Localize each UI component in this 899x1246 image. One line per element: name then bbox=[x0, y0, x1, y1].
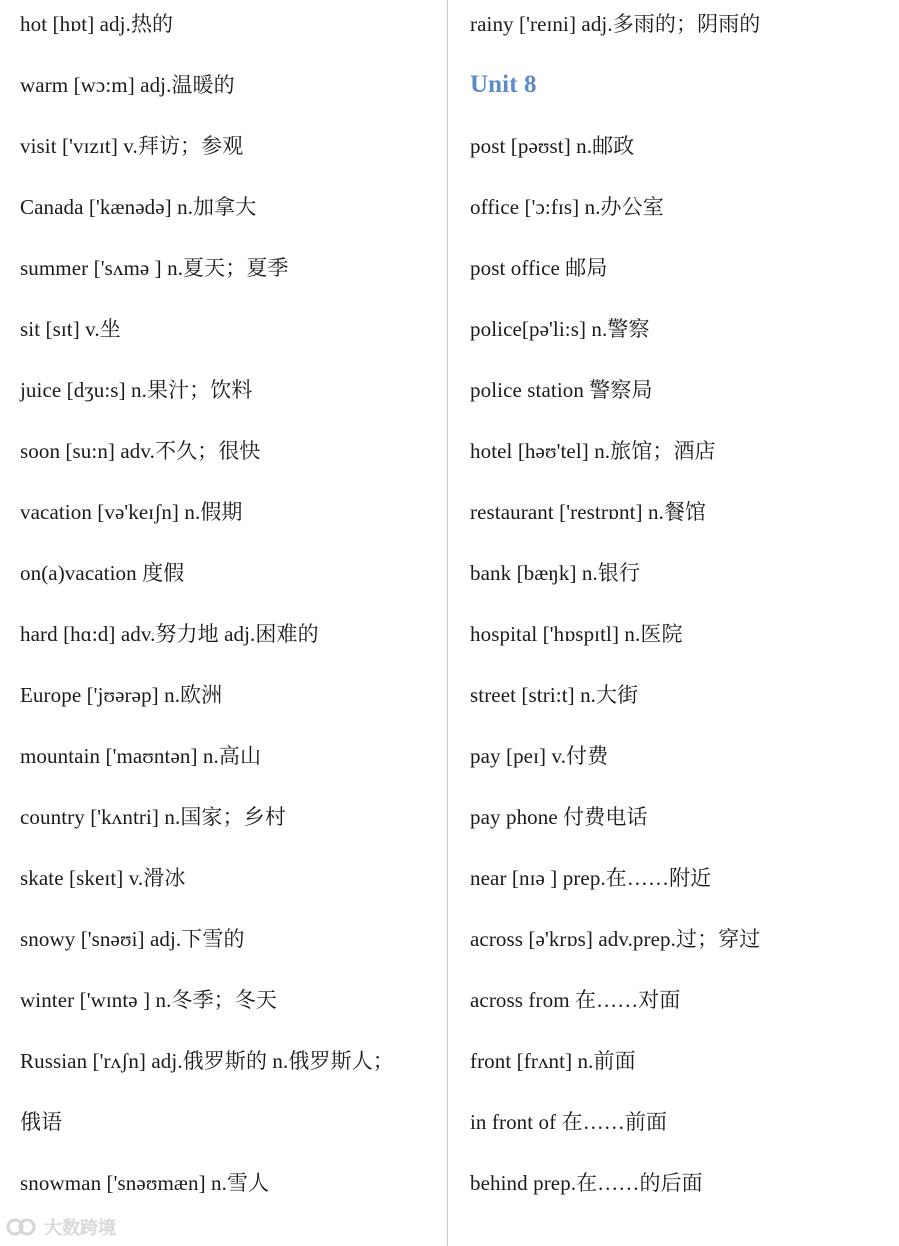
watermark bbox=[6, 1212, 116, 1242]
vocab-entry: snowy ['snəʊi] adj.下雪的 bbox=[20, 927, 245, 951]
vocab-entry: mountain ['maʊntən] n.高山 bbox=[20, 744, 262, 768]
vocab-entry: front [frʌnt] n.前面 bbox=[470, 1049, 636, 1073]
vocab-entry: street [stri:t] n.大街 bbox=[470, 683, 639, 707]
vocab-entry: juice [dʒu:s] n.果汁；饮料 bbox=[20, 378, 253, 402]
vocab-entry: hotel [həʊ'tel] n.旅馆；酒店 bbox=[470, 439, 716, 463]
vocab-entry: warm [wɔ:m] adj.温暖的 bbox=[20, 73, 235, 97]
vocab-entry: sit [sɪt] v.坐 bbox=[20, 317, 121, 341]
vocab-entry: rainy ['reɪni] adj.多雨的；阴雨的 bbox=[470, 12, 761, 36]
watermark-text: 大数跨境 bbox=[44, 1218, 116, 1239]
vocab-entry: hot [hɒt] adj.热的 bbox=[20, 12, 174, 36]
vocab-entry: in front of 在……前面 bbox=[470, 1110, 668, 1134]
vocab-entry: on(a)vacation 度假 bbox=[20, 561, 185, 585]
unit-heading: Unit 8 bbox=[470, 71, 537, 98]
vocab-entry: office ['ɔ:fɪs] n.办公室 bbox=[470, 195, 664, 219]
vocab-entry: summer ['sʌmə ] n.夏天；夏季 bbox=[20, 256, 289, 280]
vocab-entry: restaurant ['restrɒnt] n.餐馆 bbox=[470, 500, 707, 524]
vocab-entry: Canada ['kænədə] n.加拿大 bbox=[20, 195, 257, 219]
vocab-entry: behind prep.在……的后面 bbox=[470, 1171, 703, 1195]
left-vocabulary-column bbox=[20, 0, 440, 1220]
vocab-entry: pay [peɪ] v.付费 bbox=[470, 744, 609, 768]
vocab-entry: soon [su:n] adv.不久；很快 bbox=[20, 439, 261, 463]
vocab-entry: hard [hɑ:d] adv.努力地 adj.困难的 bbox=[20, 622, 319, 646]
vocab-entry: across from 在……对面 bbox=[470, 988, 681, 1012]
vocab-entry: bank [bæŋk] n.银行 bbox=[470, 561, 641, 585]
column-divider bbox=[447, 0, 448, 1246]
vocab-entry-continuation: 俄语 bbox=[20, 1110, 63, 1134]
vocab-entry: Russian ['rʌʃn] adj.俄罗斯的 n.俄罗斯人； bbox=[20, 1049, 394, 1073]
vocab-entry: country ['kʌntri] n.国家；乡村 bbox=[20, 805, 286, 829]
vocab-entry: hospital ['hɒspɪtl] n.医院 bbox=[470, 622, 683, 646]
vocab-entry: post office 邮局 bbox=[470, 256, 608, 280]
vocab-entry: police station 警察局 bbox=[470, 378, 653, 402]
vocab-entry: post [pəʊst] n.邮政 bbox=[470, 134, 635, 158]
brand-logo-icon bbox=[6, 1215, 38, 1239]
vocab-entry: skate [skeɪt] v.滑冰 bbox=[20, 866, 186, 890]
vocab-entry: across [ə'krɒs] adv.prep.过；穿过 bbox=[470, 927, 761, 951]
vocab-entry: winter ['wɪntə ] n.冬季；冬天 bbox=[20, 988, 277, 1012]
vocab-entry: near [nɪə ] prep.在……附近 bbox=[470, 866, 712, 890]
vocab-entry: snowman ['snəʊmæn] n.雪人 bbox=[20, 1171, 270, 1195]
vocab-entry: visit ['vɪzɪt] v.拜访；参观 bbox=[20, 134, 244, 158]
vocab-entry: Europe ['jʊərəp] n.欧洲 bbox=[20, 683, 223, 707]
right-vocabulary-column bbox=[470, 0, 890, 1220]
vocab-entry: vacation [və'keɪʃn] n.假期 bbox=[20, 500, 243, 524]
vocab-entry: police[pə'li:s] n.警察 bbox=[470, 317, 650, 341]
vocab-entry: pay phone 付费电话 bbox=[470, 805, 648, 829]
